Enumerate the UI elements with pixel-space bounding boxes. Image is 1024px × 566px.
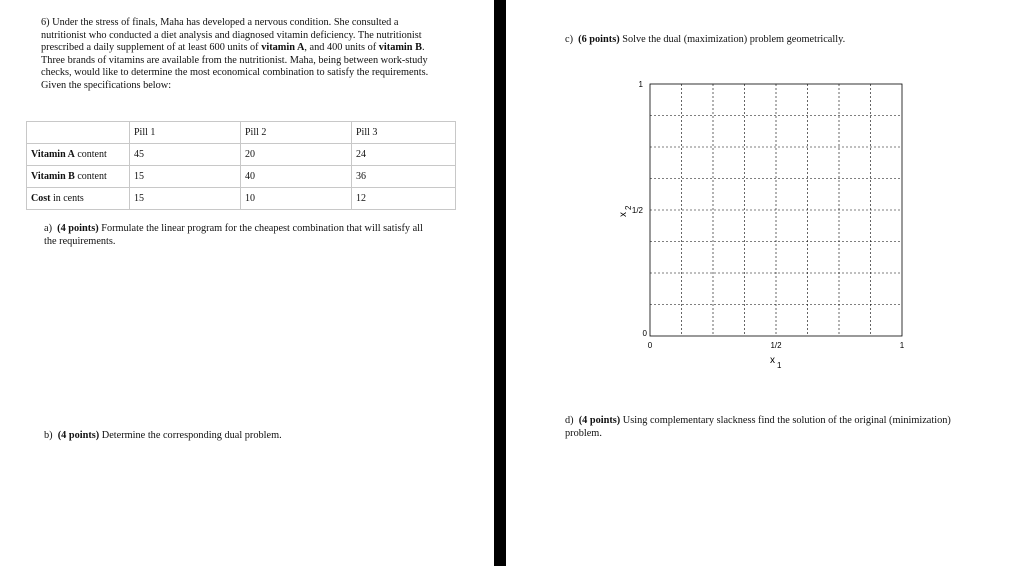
plot-grid [650, 84, 902, 336]
x-tick-half: 1/2 [770, 341, 782, 350]
problem-paragraph-1 [41, 17, 446, 55]
row-label-bold: Vitamin B [31, 171, 75, 182]
question-c-text: Solve the dual (maximization) problem geometrically. [622, 34, 846, 45]
table-row [27, 144, 456, 166]
problem-paragraph-2: Three brands of vitamins are available from the nutritionist. Maha, being between work-study checks, would like to determine the most economical combination to satisfy the requirements. Given the specifications below: [41, 54, 429, 91]
table-cell: 40 [241, 166, 352, 188]
question-c-points: (6 points) [578, 34, 620, 45]
x-tick-1: 1 [899, 341, 905, 350]
question-b-text: Determine the corresponding dual problem. [101, 430, 282, 441]
question-c-label: c) [565, 34, 573, 45]
question-d-text: Using complementary slackness find the solution of the original (minimization) problem. [565, 415, 951, 439]
y-tick-0: 0 [642, 329, 647, 338]
problem-number: 6) [41, 17, 50, 28]
question-b [44, 430, 444, 443]
table-cell: 10 [241, 188, 352, 210]
x-axis-subscript: 1 [777, 361, 782, 370]
table-row-label [27, 144, 130, 166]
table-header-cell: Pill 1 [130, 122, 241, 144]
vitamin-b-bold: vitamin B [378, 42, 422, 54]
table-header-cell: Pill 2 [241, 122, 352, 144]
table-cell: 45 [130, 144, 241, 166]
question-a-label: a) [44, 223, 52, 234]
problem-intro-3: . [421, 42, 425, 54]
row-label-rest: content [74, 171, 107, 182]
y-axis-label [618, 205, 633, 217]
question-a-text: Formulate the linear program for the cheapest combination that will satisfy all the requirements. [44, 223, 423, 247]
table-header-cell [27, 122, 130, 144]
left-page [0, 0, 494, 566]
y-axis-letter: x [618, 212, 629, 217]
vitamin-a-bold: vitamin A [261, 42, 305, 54]
question-a [44, 223, 424, 248]
problem-intro-2: , and 400 units of [304, 42, 377, 54]
x-axis-label [770, 355, 782, 370]
table-row [27, 188, 456, 210]
y-axis-subscript: 2 [624, 205, 633, 210]
row-label-rest: content [74, 149, 107, 160]
question-d-points: (4 points) [578, 415, 621, 426]
question-d [565, 415, 985, 440]
table-cell: 12 [352, 188, 456, 210]
row-label-rest: in cents [50, 193, 84, 204]
dual-plot [506, 0, 1024, 400]
table-cell: 20 [241, 144, 352, 166]
y-tick-1: 1 [638, 80, 643, 89]
y-tick-half: 1/2 [631, 206, 643, 215]
question-d-label: d) [565, 415, 574, 426]
table-row-label [27, 166, 130, 188]
table-header-cell: Pill 3 [352, 122, 456, 144]
question-a-points: (4 points) [57, 223, 99, 234]
table-header-row [27, 122, 456, 144]
table-cell: 36 [352, 166, 456, 188]
right-page [506, 0, 1024, 566]
problem-statement [41, 17, 446, 93]
question-b-points: (4 points) [57, 430, 100, 441]
x-tick-0: 0 [647, 341, 653, 350]
x-axis-letter: x [770, 355, 775, 366]
problem-intro-1: Under the stress of finals, Maha has developed a nervous condition. She consulted a nutritionist who conducted a diet analysis and diagnosed vitamin deficiency. The nutritionist prescribed a daily supplement of at least 600 units of [41, 17, 422, 54]
table-row [27, 166, 456, 188]
vitamin-spec-table [26, 121, 456, 210]
table-row-label [27, 188, 130, 210]
table-cell: 15 [130, 188, 241, 210]
table-cell: 15 [130, 166, 241, 188]
table-cell: 24 [352, 144, 456, 166]
row-label-bold: Cost [31, 193, 51, 204]
row-label-bold: Vitamin A [31, 149, 75, 160]
page-divider [494, 0, 506, 566]
question-b-label: b) [44, 430, 53, 441]
